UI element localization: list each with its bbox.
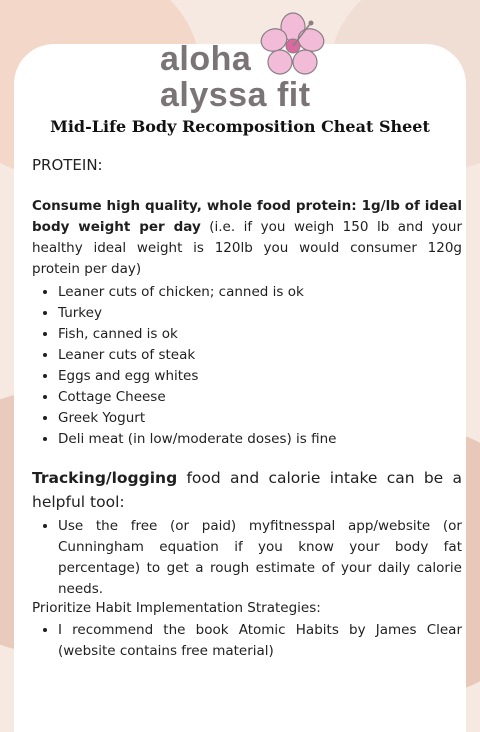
protein-para-rest: (i.e. if you weigh 150 lb and your healthy ideal weight is 120lb you would consumer 120g protein per day) [32, 219, 463, 277]
tracking-list [32, 516, 462, 600]
list-item: • Cottage Cheese [58, 387, 462, 408]
list-item: • Leaner cuts of chicken; canned is ok [58, 282, 462, 303]
habits-list [32, 620, 462, 662]
list-item: • Eggs and egg whites [58, 366, 462, 387]
page-title: Mid-Life Body Recomposition Cheat Sheet [50, 117, 430, 136]
list-item: • Use the free (or paid) myfitnesspal app/website (or Cunningham equation if you know your body fat percentage) to get a rough estimate of your daily calorie needs. [58, 516, 462, 600]
list-item: • Deli meat (in low/moderate doses) is fine [58, 429, 462, 450]
tracking-paragraph [32, 466, 462, 514]
protein-list [32, 282, 462, 450]
habits-heading: Prioritize Habit Implementation Strategies: [32, 600, 321, 616]
tracking-rest: food and calorie intake can be a helpful tool: [32, 469, 462, 511]
list-item: • Greek Yogurt [58, 408, 462, 429]
list-item: • Fish, canned is ok [58, 324, 462, 345]
protein-heading: PROTEIN: [32, 156, 103, 174]
tracking-bold: Tracking/logging [32, 469, 178, 487]
list-item: • Turkey [58, 303, 462, 324]
logo-text-line1: aloha [160, 40, 252, 78]
list-item: • I recommend the book Atomic Habits by James Clear (website contains free material) [58, 620, 462, 662]
protein-para-bold: Consume high quality, whole food protein: 1g/lb of ideal body weight per day [32, 198, 462, 235]
protein-paragraph [32, 196, 462, 280]
brand-logo [156, 12, 326, 114]
logo-text-line2: alyssa fit [160, 76, 311, 114]
list-item: • Leaner cuts of steak [58, 345, 462, 366]
